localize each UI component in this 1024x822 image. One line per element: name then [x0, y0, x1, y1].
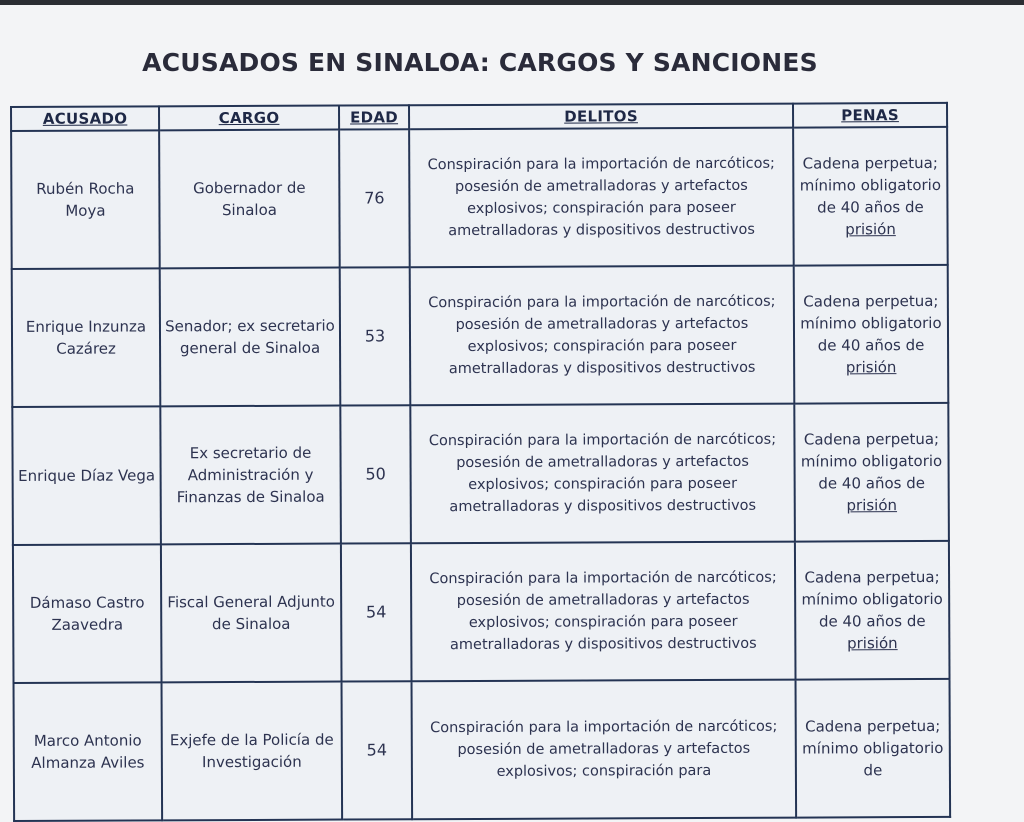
cell-cargo: Senador; ex secretario general de Sinaloa — [160, 268, 341, 407]
cell-penas — [793, 127, 948, 266]
column-header-delitos: DELITOS — [409, 104, 793, 130]
cell-delitos: Conspiración para la importación de narcóticos; posesión de ametralladoras y artefactos explosivos; conspiración para poseer ametralladoras y dispositivos destructivos — [410, 266, 795, 406]
charges-table — [10, 102, 951, 822]
cell-cargo: Exjefe de la Policía de Investigación — [162, 682, 343, 821]
cell-delitos: Conspiración para la importación de narcóticos; posesión de ametralladoras y artefactos explosivos; conspiración para poseer ametralladoras y dispositivos destructivos — [410, 404, 795, 544]
cell-edad: 54 — [342, 681, 413, 819]
penas-text: Cadena perpetua; mínimo obligatorio de 40 años de — [800, 292, 941, 355]
cell-edad: 53 — [340, 267, 411, 405]
cell-penas — [794, 403, 949, 542]
table-row — [12, 265, 949, 407]
cell-delitos: Conspiración para la importación de narcóticos; posesión de ametralladoras y artefactos explosivos; conspiración para poseer ametralladoras y dispositivos destructivos — [411, 542, 796, 682]
cell-acusado: Dámaso Castro Zaavedra — [13, 544, 162, 683]
cell-delitos: Conspiración para la importación de narcóticos; posesión de ametralladoras y artefactos explosivos; conspiración para poseer ametralladoras y dispositivos destructivos — [409, 128, 794, 268]
penas-text: Cadena perpetua; mínimo obligatorio de 40 años de — [801, 568, 942, 631]
charges-table-container — [10, 102, 949, 822]
cell-acusado: Enrique Díaz Vega — [12, 406, 161, 545]
table-row — [14, 679, 951, 821]
cell-penas — [794, 265, 949, 404]
cell-cargo: Ex secretario de Administración y Finanzas de Sinaloa — [160, 406, 341, 545]
table-row — [11, 127, 948, 269]
cell-acusado: Marco Antonio Almanza Aviles — [14, 682, 163, 821]
column-header-acusado: ACUSADO — [11, 106, 159, 131]
column-header-cargo: CARGO — [159, 106, 339, 131]
penas-text: Cadena perpetua; mínimo obligatorio de 40 años de — [800, 154, 941, 217]
penas-text-last: prisión — [845, 220, 896, 238]
penas-text-last: prisión — [847, 634, 898, 652]
table-row — [12, 403, 949, 545]
penas-text-last: prisión — [846, 496, 897, 514]
cell-acusado: Rubén Rocha Moya — [11, 130, 160, 269]
cell-cargo: Gobernador de Sinaloa — [159, 130, 340, 269]
cell-edad: 50 — [340, 405, 411, 543]
cell-edad: 76 — [339, 129, 410, 267]
column-header-penas: PENAS — [793, 103, 947, 128]
cell-penas — [796, 679, 951, 818]
cell-edad: 54 — [341, 543, 412, 681]
penas-text: Cadena perpetua; mínimo obligatorio de 40 años de — [801, 430, 942, 493]
cell-delitos: Conspiración para la importación de narcóticos; posesión de ametralladoras y artefactos explosivos; conspiración para — [412, 680, 797, 820]
cell-acusado: Enrique Inzunza Cazárez — [12, 268, 161, 407]
table-row — [13, 541, 950, 683]
cell-penas — [795, 541, 950, 680]
top-bezel-strip — [0, 0, 1024, 5]
page-title: ACUSADOS EN SINALOA: CARGOS Y SANCIONES — [0, 48, 960, 77]
column-header-edad: EDAD — [339, 105, 409, 129]
cell-cargo: Fiscal General Adjunto de Sinaloa — [161, 544, 342, 683]
penas-text: Cadena perpetua; mínimo obligatorio de — [802, 717, 943, 779]
penas-text-last: prisión — [846, 358, 897, 376]
